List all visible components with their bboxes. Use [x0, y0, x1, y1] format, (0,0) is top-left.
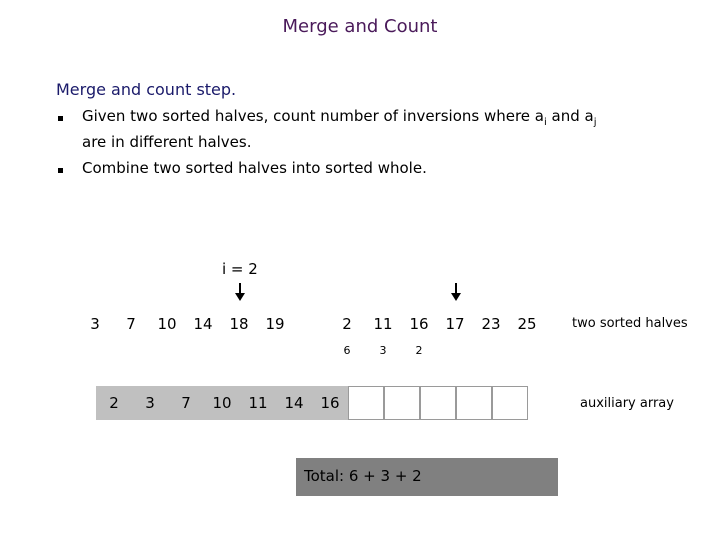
- aux-cell: 10: [204, 386, 240, 420]
- left-cell: 3: [78, 307, 112, 341]
- right-cell: 2: [330, 307, 364, 341]
- bullet-marker-1: [58, 116, 63, 121]
- aux-cell-empty: [456, 386, 492, 420]
- inversion-count: 2: [415, 344, 423, 357]
- aux-cell: 11: [240, 386, 276, 420]
- total-box: [296, 458, 558, 496]
- aux-cell: 3: [132, 386, 168, 420]
- subscript-j: j: [593, 117, 597, 128]
- total-text: Total: 6 + 3 + 2: [304, 467, 422, 485]
- intro-text: Merge and count step.: [56, 80, 237, 99]
- inversion-count: 3: [379, 344, 387, 357]
- aux-cell-empty: [348, 386, 384, 420]
- right-cell: 17: [438, 307, 472, 341]
- subscript-i: i: [544, 117, 547, 128]
- right-cell: 25: [510, 307, 544, 341]
- bullet-1-text-mid: and a: [546, 107, 594, 125]
- slide-title: Merge and Count: [282, 16, 438, 37]
- right-cell: 11: [366, 307, 400, 341]
- bullet-2: Combine two sorted halves into sorted whole.: [82, 159, 427, 177]
- aux-cell-empty: [420, 386, 456, 420]
- left-cell: 18: [222, 307, 256, 341]
- bullet-marker-2: [58, 168, 63, 173]
- sorted-halves-label: two sorted halves: [572, 316, 688, 331]
- index-label: i = 2: [222, 260, 258, 278]
- auxiliary-array-label: auxiliary array: [580, 396, 674, 411]
- aux-cell-empty: [492, 386, 528, 420]
- aux-cell-empty: [384, 386, 420, 420]
- bullet-1-line-2: are in different halves.: [82, 133, 252, 151]
- right-cell: 23: [474, 307, 508, 341]
- aux-cell: 14: [276, 386, 312, 420]
- right-pointer-arrowhead: [451, 293, 461, 301]
- left-pointer-arrowhead: [235, 293, 245, 301]
- left-cell: 10: [150, 307, 184, 341]
- bullet-1-text: Given two sorted halves, count number of inversions where a: [82, 107, 544, 125]
- aux-cell: 2: [96, 386, 132, 420]
- left-cell: 14: [186, 307, 220, 341]
- left-cell: 7: [114, 307, 148, 341]
- right-cell: 16: [402, 307, 436, 341]
- inversion-count: 6: [343, 344, 351, 357]
- aux-cell: 7: [168, 386, 204, 420]
- aux-cell: 16: [312, 386, 348, 420]
- left-cell: 19: [258, 307, 292, 341]
